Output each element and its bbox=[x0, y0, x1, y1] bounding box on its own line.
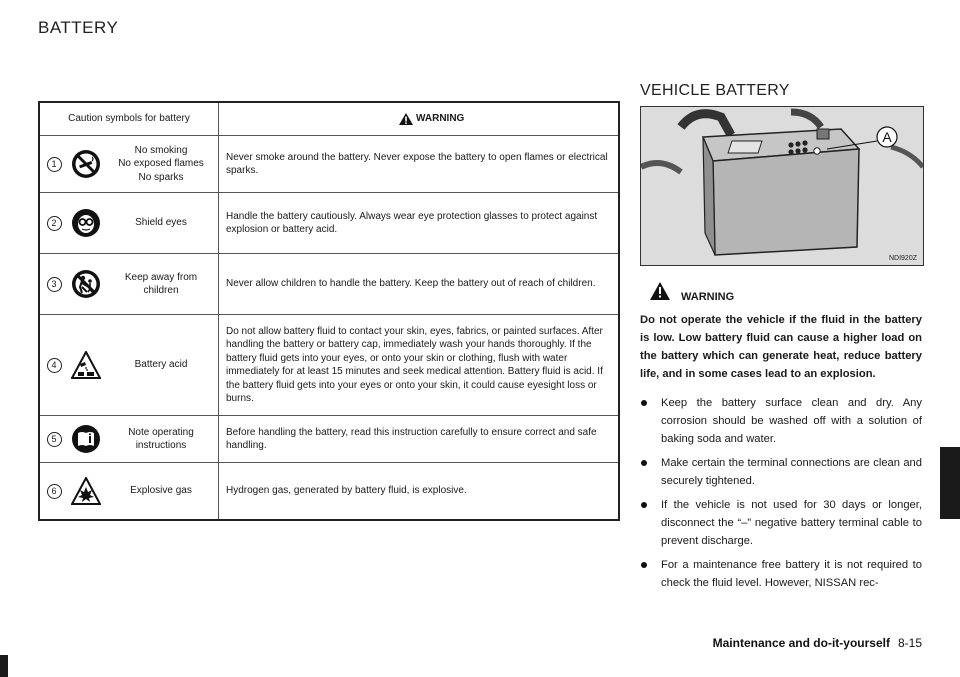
warning-label: WARNING bbox=[681, 291, 735, 303]
battery-illustration bbox=[640, 106, 924, 266]
row-number: 5 bbox=[47, 432, 62, 447]
battery-acid-icon bbox=[71, 351, 101, 379]
row-number: 4 bbox=[47, 358, 62, 373]
symbol-description: Hydrogen gas, generated by battery fluid, is explosive. bbox=[219, 463, 620, 521]
symbol-label: Keep away from children bbox=[104, 254, 219, 315]
warning-text: Do not operate the vehicle if the fluid in the battery is low. Low battery fluid can cause a higher load on the battery which can generate heat, reduce battery life, and in some cases lead to an explosion. bbox=[640, 314, 922, 380]
symbol-label: Note operating instructions bbox=[104, 416, 219, 463]
symbol-label: No smoking No exposed flames No sparks bbox=[104, 136, 219, 193]
corner-mark bbox=[0, 655, 8, 677]
warning-triangle-icon bbox=[650, 282, 670, 300]
page-footer bbox=[713, 636, 922, 650]
list-item: If the vehicle is not used for 30 days or longer, disconnect the “–” negative battery terminal cable to prevent discharge. bbox=[640, 496, 922, 550]
row-number: 6 bbox=[47, 484, 62, 499]
symbol-label: Shield eyes bbox=[104, 193, 219, 254]
row-number: 3 bbox=[47, 277, 62, 292]
warning-triangle-icon bbox=[399, 113, 413, 125]
table-row bbox=[39, 416, 619, 463]
table-row bbox=[39, 315, 619, 416]
figure-code: NDI920Z bbox=[888, 255, 917, 262]
bullet-icon bbox=[641, 460, 647, 466]
table-row bbox=[39, 193, 619, 254]
list-item: For a maintenance free battery it is not required to check the fluid level. However, NISSAN rec- bbox=[640, 556, 922, 592]
symbol-description: Never smoke around the battery. Never expose the battery to open flames or electrical sparks. bbox=[219, 136, 620, 193]
caution-header: Caution symbols for battery bbox=[39, 102, 219, 136]
explosive-gas-icon bbox=[71, 477, 101, 505]
warning-header: WARNING bbox=[219, 102, 620, 136]
vehicle-battery-title: VEHICLE BATTERY bbox=[640, 82, 790, 99]
operating-instructions-icon bbox=[71, 424, 101, 454]
section-title: BATTERY bbox=[38, 18, 119, 37]
battery-care-list bbox=[640, 394, 922, 598]
figure-callout-a: A bbox=[882, 129, 892, 145]
keep-away-children-icon bbox=[71, 269, 101, 299]
table-row bbox=[39, 136, 619, 193]
page-number: 8-15 bbox=[897, 636, 922, 650]
battery-drawing bbox=[641, 107, 923, 265]
bullet-icon bbox=[641, 562, 647, 568]
bullet-icon bbox=[641, 400, 647, 406]
table-row bbox=[39, 463, 619, 521]
table-row bbox=[39, 254, 619, 315]
symbol-description: Handle the battery cautiously. Always wear eye protection glasses to protect against explosion or battery acid. bbox=[219, 193, 620, 254]
table-header-row bbox=[39, 102, 619, 136]
row-number: 2 bbox=[47, 216, 62, 231]
bullet-icon bbox=[641, 502, 647, 508]
symbol-description: Never allow children to handle the battery. Keep the battery out of reach of children. bbox=[219, 254, 620, 315]
chapter-tab-marker bbox=[940, 447, 960, 519]
no-smoking-icon bbox=[71, 149, 101, 179]
symbol-label: Explosive gas bbox=[104, 463, 219, 521]
footer-section: Maintenance and do-it-yourself bbox=[712, 636, 890, 650]
caution-symbols-table bbox=[38, 101, 620, 521]
symbol-description: Before handling the battery, read this instruction carefully to ensure correct and safe handling. bbox=[219, 416, 620, 463]
symbol-label: Battery acid bbox=[104, 315, 219, 416]
list-item: Keep the battery surface clean and dry. Any corrosion should be washed off with a solution of baking soda and water. bbox=[640, 394, 922, 448]
row-number: 1 bbox=[47, 157, 62, 172]
warning-heading bbox=[640, 282, 922, 304]
list-item: Make certain the terminal connections are clean and securely tightened. bbox=[640, 454, 922, 490]
symbol-description: Do not allow battery fluid to contact your skin, eyes, fabrics, or painted surfaces. After handling the battery or battery cap, immediately wash your hands thoroughly. If the battery fluid gets into your eyes, or onto your skin or clothing, flush with water immediately for at least 15 minutes and seek medical attention. Battery fluid is acid. If the battery fluid gets into your eyes or onto your skin, it could cause eyesight loss or burns. bbox=[219, 315, 620, 416]
shield-eyes-icon bbox=[71, 208, 101, 238]
